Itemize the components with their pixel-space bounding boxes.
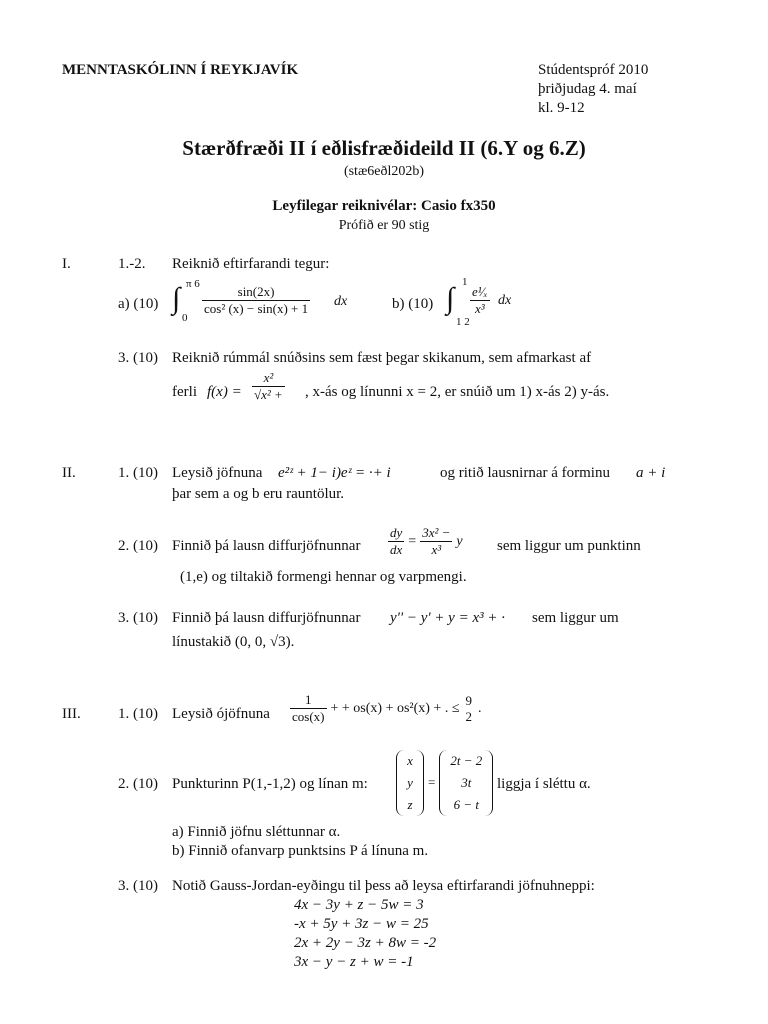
school-name: MENNTASKÓLINN Í REYKJAVÍK	[62, 62, 299, 78]
calculators-line	[0, 198, 768, 215]
exam-time: kl. 9-12	[538, 100, 585, 116]
q-I-1a-label: a) (10)	[118, 296, 159, 312]
q-II-2-lhs: $\frac{dy}{dx}$ = $\frac{\text{3x² −}}{\text{x³}}$ y	[390, 525, 463, 557]
q-II-2-line2: (1,e) og tiltakið formengi hennar og varpmengi.	[180, 569, 467, 585]
q-II-1-line2: þar sem a og b eru rauntölur.	[172, 486, 345, 502]
q-III-2-part-a: a) Finnið jöfnu sléttunnar α.	[172, 824, 341, 840]
q-I-3-line1: Reiknið rúmmál snúðsins sem fæst þegar skikanum, sem afmarkast af	[172, 350, 592, 366]
q-III-2-num: 2. (10)	[118, 776, 158, 792]
q-III-2-part-b: b) Finnið ofanvarp punktsins P á línuna m.	[172, 843, 429, 859]
q-II-1-form: a + i	[636, 465, 666, 481]
q-II-3-line2: línustakið (0, 0, √3).	[172, 634, 295, 650]
q-III-1-text: Leysið ójöfnuna	[172, 706, 270, 722]
q-III-2-text-b: liggja í sléttu α.	[497, 776, 591, 792]
q-II-3-line1a: Finnið þá lausn diffurjöfnunnar	[172, 610, 361, 626]
q-III-2-text-a: Punkturinn P(1,-1,2) og línan m:	[172, 776, 368, 792]
calculators-label: Leyfilegar reiknivélar:	[272, 198, 418, 214]
q-II-1-line1b: og ritið lausnirnar á forminu	[440, 465, 610, 481]
q-I-3-num: 3. (10)	[118, 350, 158, 366]
q-II-3-num: 3. (10)	[118, 610, 158, 626]
equation-row: 4x − 3y + z − 5w = 3	[294, 897, 424, 913]
q-III-3-text: Notið Gauss-Jordan-eyðingu til þess að leysa eftirfarandi jöfnuhneppi:	[172, 878, 595, 894]
course-code: (stæ6eðl202b)	[343, 164, 425, 179]
total-points: Prófið er 90 stig	[338, 218, 430, 233]
q-II-3-line1b: sem liggur um	[532, 610, 619, 626]
exam-date: þriðjudag 4. maí	[538, 81, 637, 97]
q-I-3-line2: , x-ás og línunni x = 2, er snúið um 1) x-ás 2) y-ás.	[305, 384, 610, 400]
q-III-2-line-vector: x y z = 2t − 2 3t 6 − t	[396, 750, 493, 816]
q-II-1-line1a: Leysið jöfnuna	[172, 465, 263, 481]
q-II-1-num: 1. (10)	[118, 465, 158, 481]
q-I-3-fx: f(x) =	[207, 384, 242, 400]
equation-row: -x + 5y + 3z − w = 25	[294, 916, 429, 932]
q-I-1a-integral: ∫ π 6 0 $\frac{\sin(2x)}{\text{cos² (x) − sin(x) + 1}}$ dx	[172, 278, 348, 324]
q-I-3-fraction: $\frac{\text{x²}}{\text{√x² +}}$	[254, 370, 283, 402]
equation-row: 2x + 2y − 3z + 8w = -2	[294, 935, 437, 951]
section-roman-I: I.	[62, 256, 71, 272]
equation-row: 3x − y − z + w = -1	[294, 954, 414, 970]
q-III-1-num: 1. (10)	[118, 706, 158, 722]
q-I-1-num: 1.-2.	[118, 256, 146, 272]
q-II-1-equation: e²ᶻ + 1− i)eᶻ = ·+ i	[278, 465, 391, 481]
q-III-1-inequality: $\frac{1}{\cos(x)}$ + + os(x) + os²(x) + . ≤ 9 2 .	[292, 692, 482, 724]
q-II-2-line1a: Finnið þá lausn diffurjöfnunnar	[172, 538, 361, 554]
q-II-2-line1b: sem liggur um punktinn	[497, 538, 641, 554]
exam-name: Stúdentspróf 2010	[538, 62, 649, 78]
q-I-3-ferli: ferli	[172, 384, 197, 400]
calculators-model: Casio fx350	[421, 198, 496, 214]
q-III-3-num: 3. (10)	[118, 878, 158, 894]
q-I-1b-label: b) (10)	[392, 296, 434, 312]
q-II-3-equation: y'' − y' + y = x³ + ·	[390, 610, 505, 626]
q-I-1b-integral: ∫ 1 1 2 $\frac{\text{e¹⁄ₓ}}{\text{x³}}$ dx	[446, 276, 512, 328]
section-roman-III: III.	[62, 706, 81, 722]
q-I-1-text: Reiknið eftirfarandi tegur:	[172, 256, 330, 272]
q-II-2-num: 2. (10)	[118, 538, 158, 554]
page-title: Stærðfræði II í eðlisfræðideild II (6.Y og 6.Z)	[182, 136, 586, 160]
section-roman-II: II.	[62, 465, 76, 481]
